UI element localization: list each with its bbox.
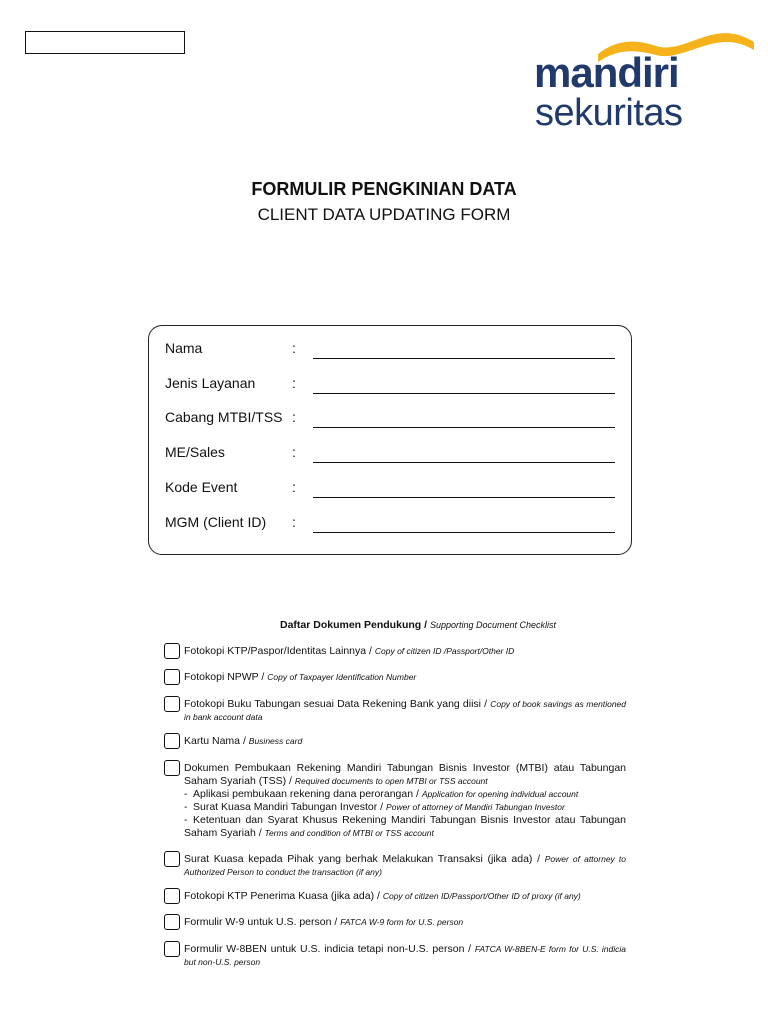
subitem-dash: - <box>184 801 188 813</box>
checklist-item <box>184 645 626 658</box>
item-text-en: Required documents to open MTBI or TSS account <box>294 776 488 786</box>
field-label: Kode Event <box>165 479 238 495</box>
checkbox-w9[interactable] <box>164 914 180 930</box>
item-text-en: Business card <box>248 736 303 746</box>
subitem-dash: - <box>184 788 188 800</box>
item-text: Formulir W-9 untuk U.S. person / <box>184 916 338 928</box>
field-nama <box>165 340 620 364</box>
checklist-item <box>184 943 626 969</box>
field-colon: : <box>292 409 296 425</box>
form-title: FORMULIR PENGKINIAN DATA <box>251 179 517 199</box>
kode-event-input-line[interactable] <box>313 497 615 498</box>
field-colon: : <box>292 479 296 495</box>
reference-number-box[interactable] <box>25 31 185 54</box>
logo-text-mandiri: mandiri <box>534 49 679 96</box>
checklist-heading <box>280 619 556 631</box>
checkbox-kartu-nama[interactable] <box>164 733 180 749</box>
item-text-en: Copy of citizen ID /Passport/Other ID <box>374 646 515 656</box>
mandiri-sekuritas-logo <box>534 28 756 138</box>
field-me-sales <box>165 444 620 468</box>
field-label: Cabang MTBI/TSS <box>165 409 283 425</box>
nama-input-line[interactable] <box>313 358 615 359</box>
checkbox-npwp[interactable] <box>164 669 180 685</box>
subitem-text-en: Terms and condition of MTBI or TSS account <box>264 828 434 838</box>
mgm-input-line[interactable] <box>313 532 615 533</box>
checklist-heading-id: Daftar Dokumen Pendukung / <box>280 619 428 631</box>
checklist-heading-en: Supporting Document Checklist <box>429 620 556 630</box>
subitem-text: Surat Kuasa Mandiri Tabungan Investor / <box>193 801 384 813</box>
form-subtitle: CLIENT DATA UPDATING FORM <box>257 205 511 224</box>
field-cabang <box>165 409 620 433</box>
item-text: Dokumen Pembukaan Rekening Mandiri Tabungan Bisnis Investor (MTBI) atau Tabungan Saham Syariah (TSS) / <box>184 762 626 787</box>
item-text: Fotokopi NPWP / <box>184 671 265 683</box>
checkbox-ktp[interactable] <box>164 643 180 659</box>
field-label: Nama <box>165 340 203 356</box>
item-text-en: Copy of book savings as mentioned in bank account data <box>184 699 627 722</box>
subitem-text: Ketentuan dan Syarat Khusus Rekening Mandiri Tabungan Bisnis Investor atau Tabungan Saham Syariah / <box>184 814 626 839</box>
item-text-en: Power of attorney to Authorized Person to conduct the transaction (if any) <box>184 854 626 877</box>
item-text-en: Copy of Taxpayer Identification Number <box>267 672 417 682</box>
subitem-text: Aplikasi pembukaan rekening dana perorangan / <box>193 788 419 800</box>
client-info-box <box>148 325 632 555</box>
field-kode-event <box>165 479 620 503</box>
subitem-text-en: Power of attorney of Mandiri Tabungan Investor <box>386 802 565 812</box>
checklist-subitem <box>184 801 626 814</box>
me-sales-input-line[interactable] <box>313 462 615 463</box>
field-mgm-client-id <box>165 514 620 538</box>
checkbox-dokumen-pembukaan[interactable] <box>164 760 180 776</box>
item-text: Fotokopi KTP/Paspor/Identitas Lainnya / <box>184 645 372 657</box>
item-text: Formulir W-8BEN untuk U.S. indicia tetapi non-U.S. person / <box>184 943 472 955</box>
item-text: Kartu Nama / <box>184 735 246 747</box>
checklist-subitem <box>184 788 626 801</box>
subitem-text-en: Application for opening individual account <box>421 789 579 799</box>
checklist-item <box>184 762 626 788</box>
checkbox-surat-kuasa[interactable] <box>164 851 180 867</box>
checkbox-buku-tabungan[interactable] <box>164 696 180 712</box>
field-label: Jenis Layanan <box>165 375 256 391</box>
item-text-en: Copy of citizen ID/Passport/Other ID of proxy (if any) <box>382 891 581 901</box>
checkbox-ktp-penerima-kuasa[interactable] <box>164 888 180 904</box>
item-text: Surat Kuasa kepada Pihak yang berhak Melakukan Transaksi (jika ada) / <box>184 853 541 865</box>
field-jenis-layanan <box>165 375 620 399</box>
checklist-item <box>184 671 626 684</box>
field-label: MGM (Client ID) <box>165 514 267 530</box>
item-text: Fotokopi Buku Tabungan sesuai Data Rekening Bank yang diisi / <box>184 698 488 710</box>
item-text-en: FATCA W-9 form for U.S. person <box>340 917 464 927</box>
checklist-item <box>184 916 626 929</box>
checklist-item <box>184 890 626 903</box>
checklist-item <box>184 853 626 879</box>
jenis-layanan-input-line[interactable] <box>313 393 615 394</box>
cabang-input-line[interactable] <box>313 427 615 428</box>
checklist-item <box>184 735 626 748</box>
field-label: ME/Sales <box>165 444 225 460</box>
checklist-subitem <box>184 814 626 840</box>
checkbox-w8ben[interactable] <box>164 941 180 957</box>
field-colon: : <box>292 340 296 356</box>
item-text-en: FATCA W-8BEN-E form for U.S. indicia but non-U.S. person <box>184 944 627 967</box>
field-colon: : <box>292 514 296 530</box>
checklist-item <box>184 698 626 724</box>
field-colon: : <box>292 444 296 460</box>
subitem-dash: - <box>184 814 188 826</box>
logo-text-sekuritas: sekuritas <box>535 92 683 134</box>
field-colon: : <box>292 375 296 391</box>
item-text: Fotokopi KTP Penerima Kuasa (jika ada) / <box>184 890 380 902</box>
